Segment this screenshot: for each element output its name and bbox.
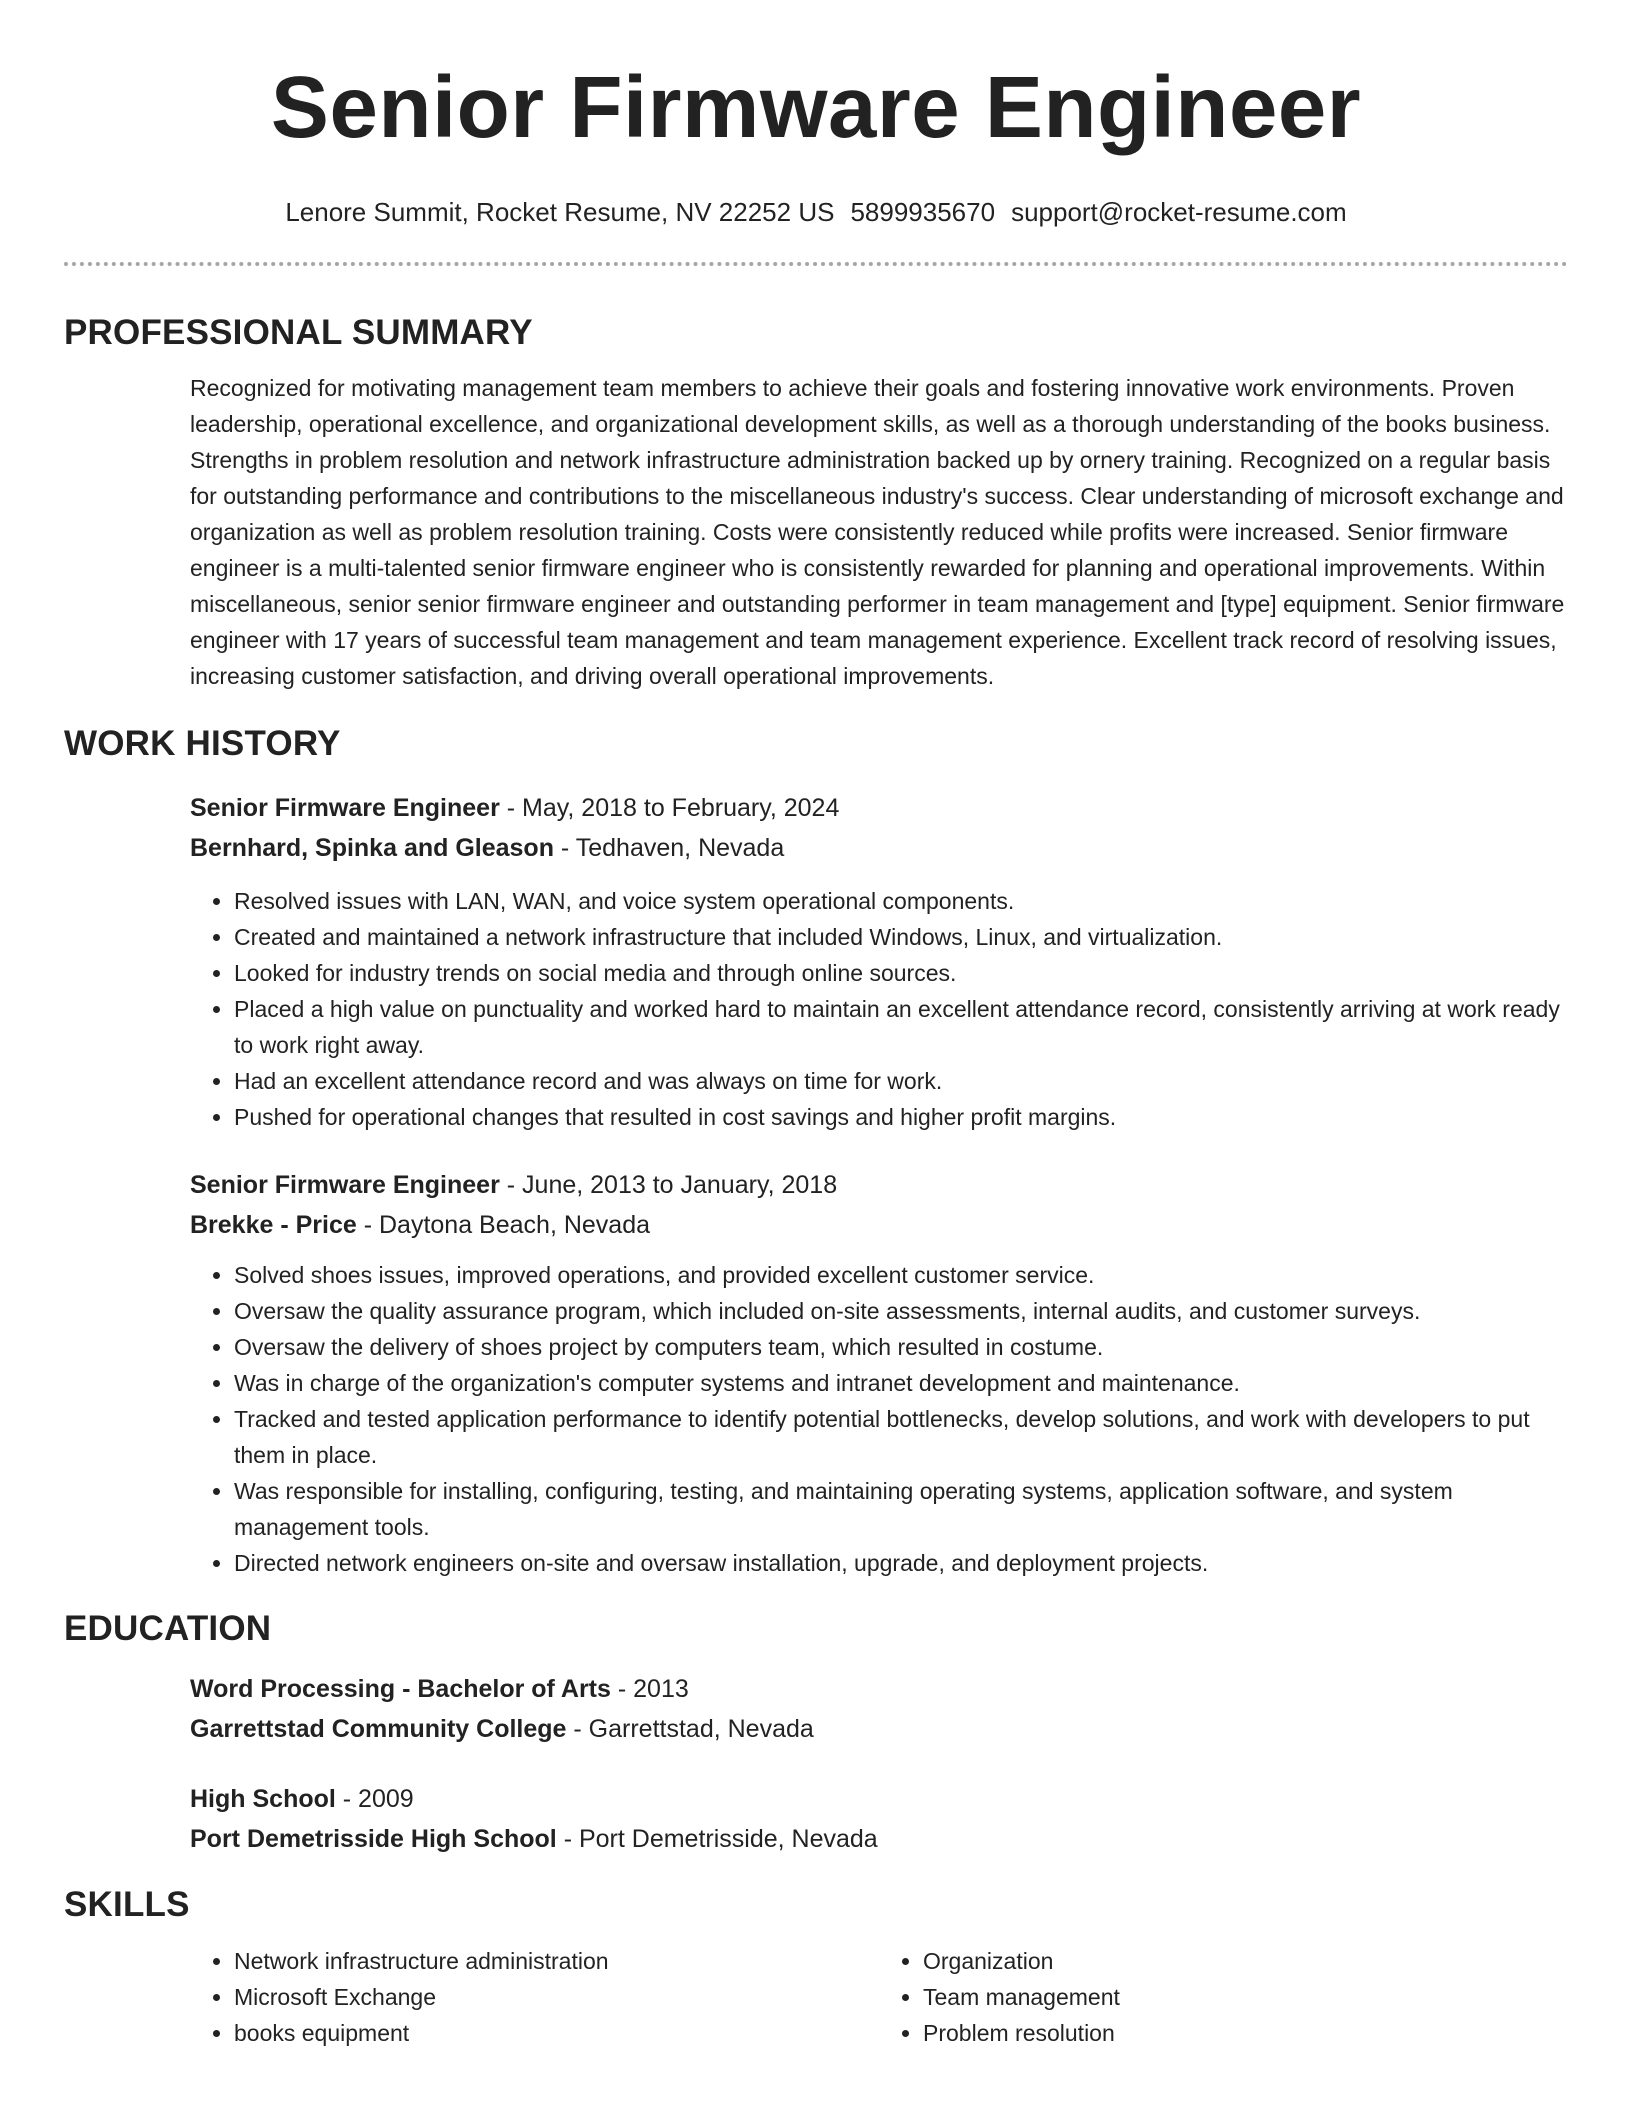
list-item: • Solved shoes issues, improved operations, and provided excellent customer service.	[234, 1257, 1568, 1293]
list-item: • Problem resolution	[923, 2015, 1568, 2051]
header-divider	[64, 262, 1568, 266]
education-degree-line	[190, 1779, 1568, 1819]
skills-list-right	[879, 1943, 1568, 2051]
job-bullets	[190, 1257, 1568, 1581]
list-item: • Created and maintained a network infrastructure that included Windows, Linux, and virtualization.	[234, 919, 1568, 955]
education-degree: Word Processing - Bachelor of Arts	[190, 1675, 611, 1703]
education-location: - Port Demetrisside, Nevada	[556, 1825, 878, 1853]
education-school-line	[190, 1819, 1568, 1859]
education-heading: EDUCATION	[64, 1609, 272, 1648]
job-title-line	[190, 1165, 1568, 1205]
education-degree-line	[190, 1669, 1568, 1709]
list-item: • Was in charge of the organization's computer systems and intranet development and maintenance.	[234, 1365, 1568, 1401]
list-item: • Placed a high value on punctuality and worked hard to maintain an excellent attendance record, consistently arriving at work ready to work right away.	[234, 991, 1568, 1063]
contact-line	[64, 196, 1568, 228]
education-degree: High School	[190, 1785, 336, 1813]
skills-heading: SKILLS	[64, 1885, 190, 1924]
list-item: • Network infrastructure administration	[234, 1943, 879, 1979]
job-title-line	[190, 788, 1568, 828]
summary-heading: PROFESSIONAL SUMMARY	[64, 313, 533, 352]
summary-text: Recognized for motivating management team members to achieve their goals and fostering innovative work environments. Proven leadership, operational excellence, and organizational development skills, as well as a thorough understanding of the books business. Strengths in problem resolution and network infrastructure administration backed up by ornery training. Recognized on a regular basis for outstanding performance and contributions to the miscellaneous industry's success. Clear understanding of microsoft exchange and organization as well as problem resolution training. Costs were consistently reduced while profits were increased. Senior firmware engineer is a multi-talented senior firmware engineer who is consistently rewarded for planning and operational improvements. Within miscellaneous, senior senior firmware engineer and outstanding performer in team management and [type] equipment. Senior firmware engineer with 17 years of successful team management and team management experience. Excellent track record of resolving issues, increasing customer satisfaction, and driving overall operational improvements.	[190, 375, 1565, 689]
list-item: • Oversaw the quality assurance program, which included on-site assessments, internal audits, and customer surveys.	[234, 1293, 1568, 1329]
skills-list-left	[190, 1943, 879, 2051]
job-bullets	[190, 883, 1568, 1135]
education-entry	[190, 1669, 1568, 1749]
list-item: • Team management	[923, 1979, 1568, 2015]
job-role: Senior Firmware Engineer	[190, 794, 500, 822]
education-school: Garrettstad Community College	[190, 1715, 567, 1743]
summary-section	[190, 370, 1568, 694]
list-item: • Looked for industry trends on social media and through online sources.	[234, 955, 1568, 991]
job-entry	[190, 788, 1568, 1135]
list-item: • Pushed for operational changes that resulted in cost savings and higher profit margins.	[234, 1099, 1568, 1135]
job-location: - Tedhaven, Nevada	[553, 834, 785, 862]
job-company-line	[190, 828, 1568, 868]
list-item: • books equipment	[234, 2015, 879, 2051]
education-school: Port Demetrisside High School	[190, 1825, 557, 1853]
job-entry	[190, 1165, 1568, 1581]
list-item: • Was responsible for installing, configuring, testing, and maintaining operating systems, application software, and system management tools.	[234, 1473, 1568, 1545]
resume-name: Senior Firmware Engineer	[270, 59, 1362, 156]
education-year: - 2013	[610, 1675, 689, 1703]
education-year: - 2009	[335, 1785, 414, 1813]
education-school-line	[190, 1709, 1568, 1749]
job-dates: - June, 2013 to January, 2018	[499, 1171, 838, 1199]
job-location: - Daytona Beach, Nevada	[356, 1211, 651, 1239]
job-dates: - May, 2018 to February, 2024	[499, 794, 840, 822]
list-item: • Resolved issues with LAN, WAN, and voice system operational components.	[234, 883, 1568, 919]
job-company: Brekke - Price	[190, 1211, 357, 1239]
list-item: • Microsoft Exchange	[234, 1979, 879, 2015]
contact-phone: 5899935670	[850, 197, 996, 227]
job-company-line	[190, 1205, 1568, 1245]
education-entry	[190, 1779, 1568, 1859]
resume-page	[64, 0, 1568, 2051]
skills-section	[190, 1943, 1568, 2051]
education-location: - Garrettstad, Nevada	[566, 1715, 814, 1743]
list-item: • Directed network engineers on-site and oversaw installation, upgrade, and deployment projects.	[234, 1545, 1568, 1581]
job-role: Senior Firmware Engineer	[190, 1171, 500, 1199]
contact-email: support@rocket-resume.com	[1011, 197, 1347, 227]
list-item: • Tracked and tested application performance to identify potential bottlenecks, develop solutions, and work with developers to put them in place.	[234, 1401, 1568, 1473]
list-item: • Had an excellent attendance record and was always on time for work.	[234, 1063, 1568, 1099]
contact-address: Lenore Summit, Rocket Resume, NV 22252 US	[285, 197, 835, 227]
list-item: • Oversaw the delivery of shoes project by computers team, which resulted in costume.	[234, 1329, 1568, 1365]
skills-grid	[190, 1943, 1568, 2051]
job-company: Bernhard, Spinka and Gleason	[190, 834, 554, 862]
list-item: • Organization	[923, 1943, 1568, 1979]
work-history-heading: WORK HISTORY	[64, 724, 341, 763]
